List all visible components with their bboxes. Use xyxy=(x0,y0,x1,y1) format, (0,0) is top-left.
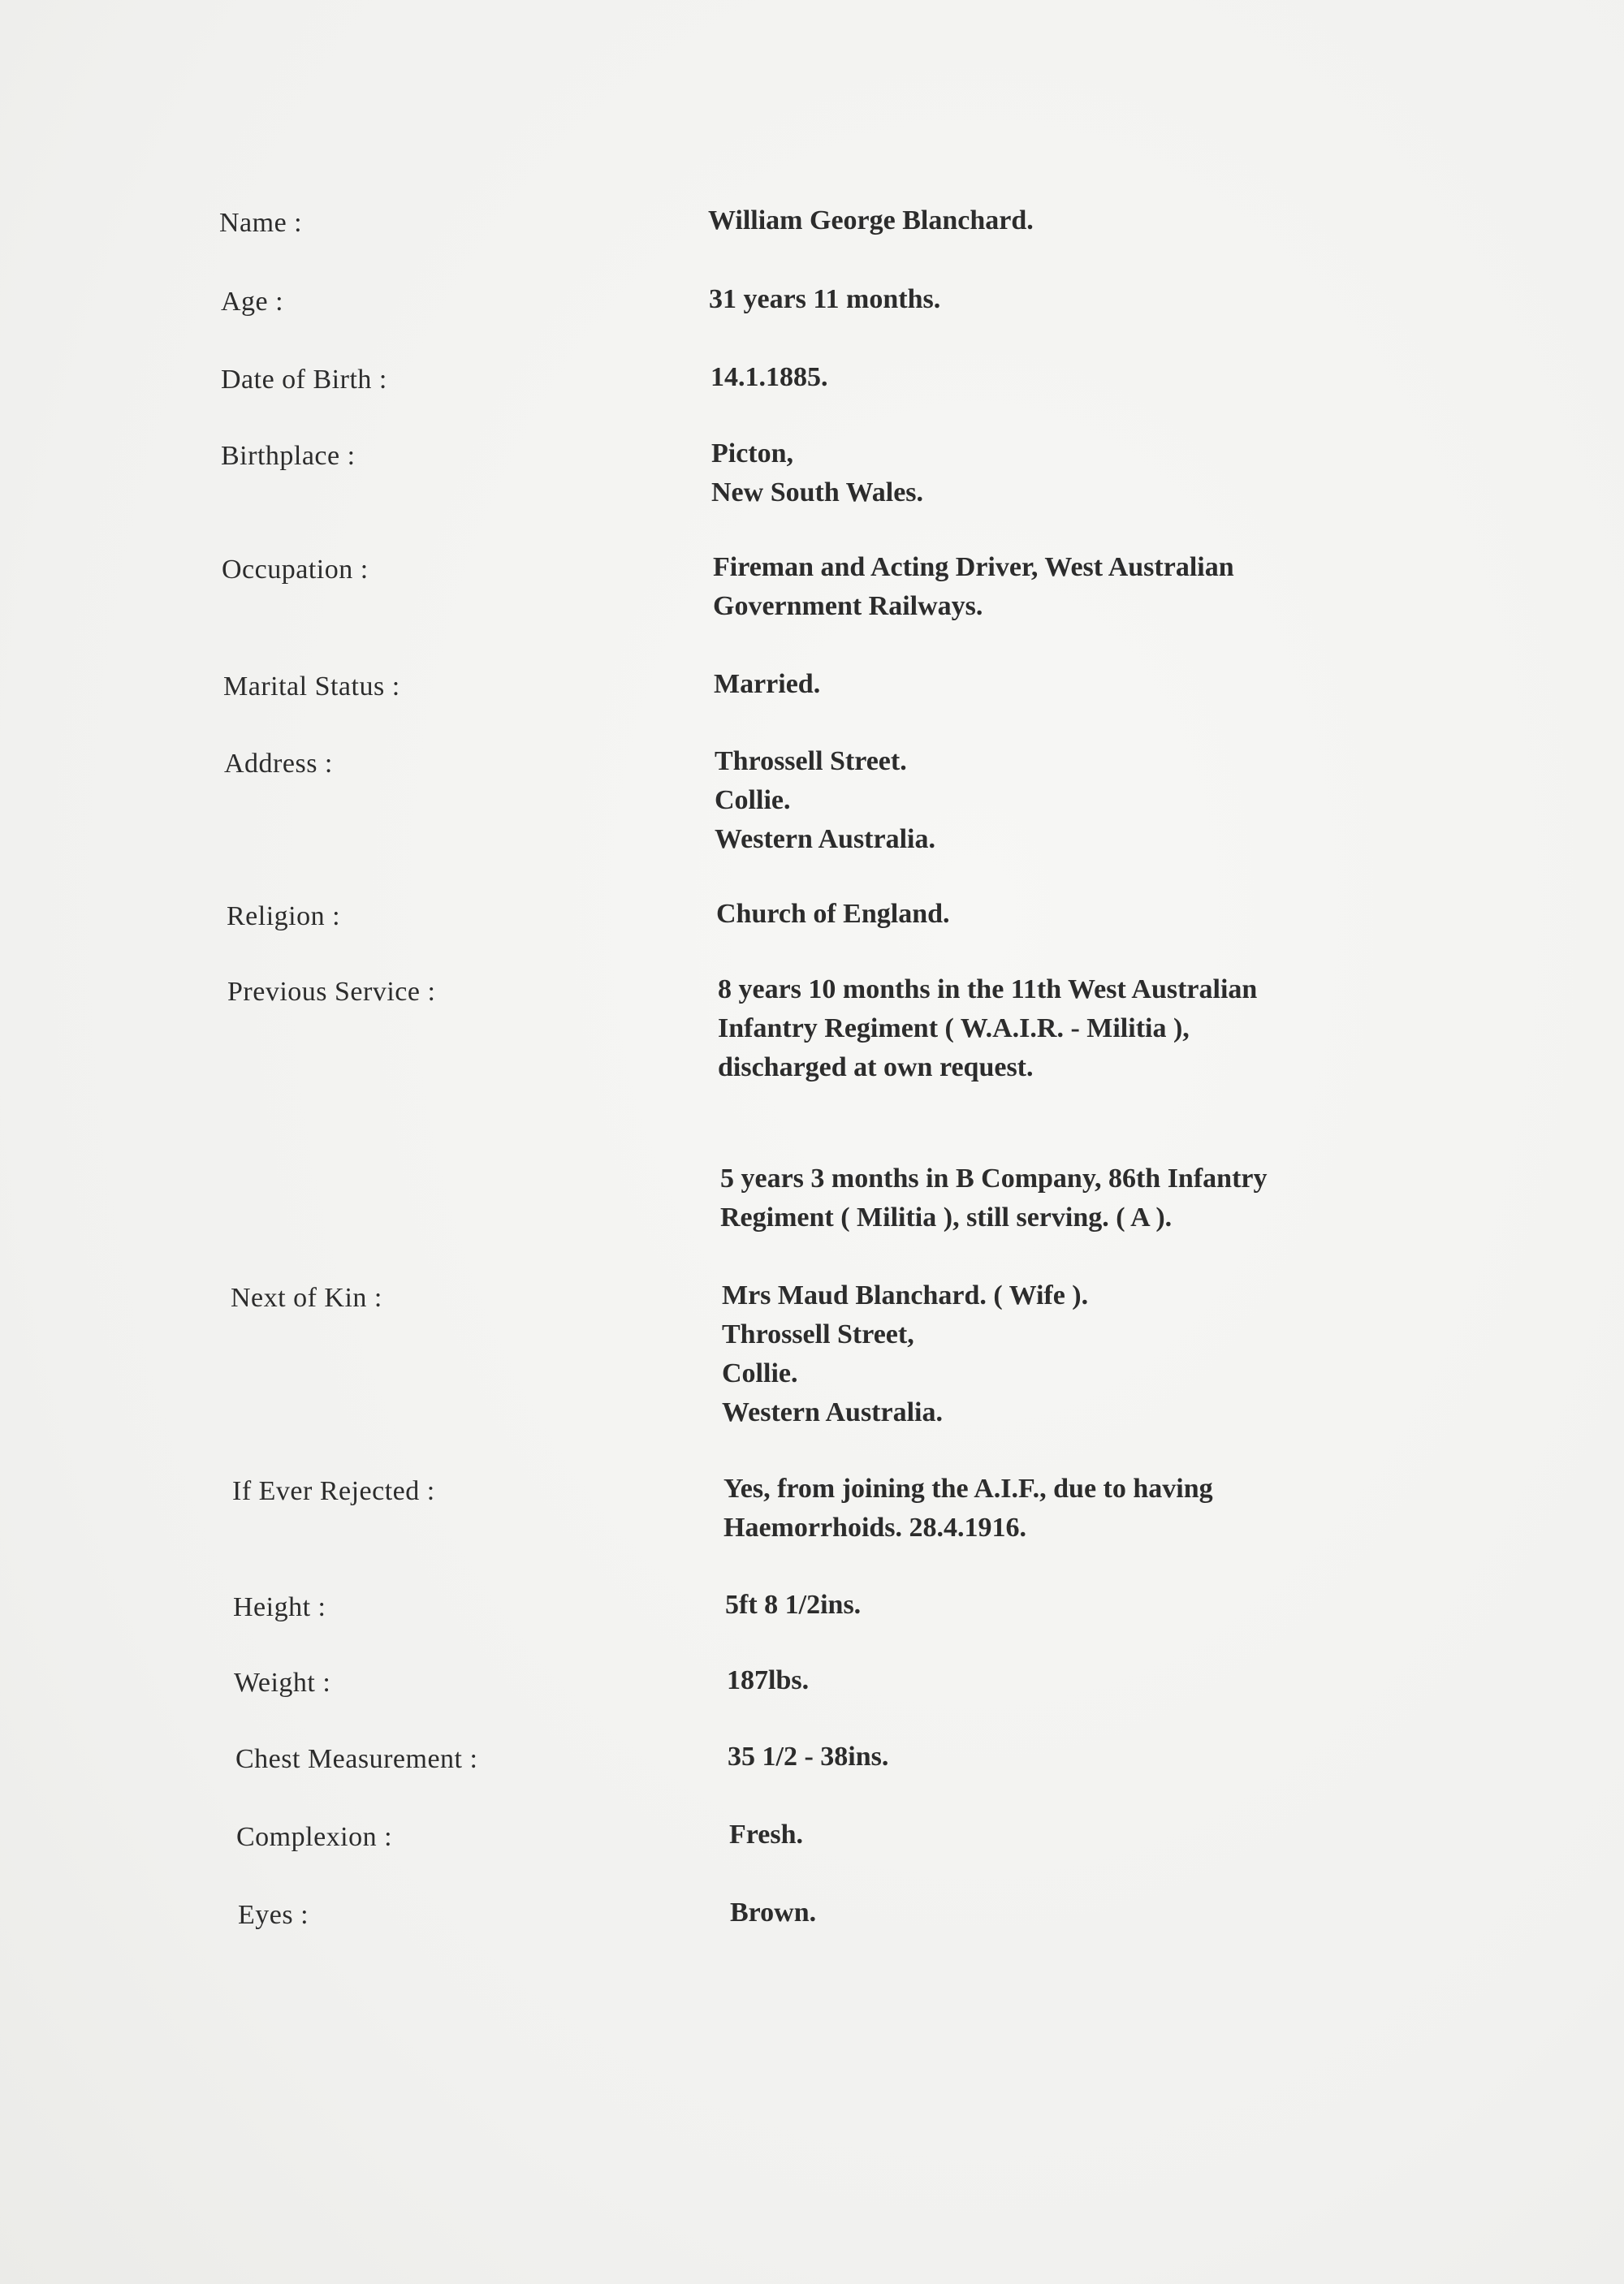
field-label: Next of Kin : xyxy=(231,1283,382,1313)
field-value: 187lbs. xyxy=(727,1665,810,1695)
field-value: William George Blanchard. xyxy=(708,205,1034,235)
field-value: 5 years 3 months in B Company, 86th Infantry Regiment ( Militia ), still serving. ( A ). xyxy=(720,1164,1268,1233)
field-label: Height : xyxy=(233,1592,326,1622)
field-label: Chest Measurement : xyxy=(235,1744,478,1774)
field-value: Married. xyxy=(714,669,821,699)
field-value: Brown. xyxy=(730,1898,817,1928)
field-value: Picton, New South Wales. xyxy=(711,438,924,507)
field-label: Marital Status : xyxy=(223,671,400,702)
field-label: If Ever Rejected : xyxy=(232,1476,435,1506)
field-label: Weight : xyxy=(234,1668,331,1698)
field-label: Previous Service : xyxy=(227,977,436,1007)
field-label: Address : xyxy=(224,749,333,779)
field-label: Birthplace : xyxy=(221,441,356,471)
field-label: Name : xyxy=(219,208,303,238)
field-value: Throssell Street. Collie. Western Australia. xyxy=(715,746,935,854)
field-label: Occupation : xyxy=(222,555,369,585)
field-value: Fresh. xyxy=(729,1820,803,1850)
field-value: Church of England. xyxy=(716,899,950,929)
field-label: Eyes : xyxy=(238,1900,309,1930)
field-value: Fireman and Acting Driver, West Australian Government Railways. xyxy=(713,552,1234,621)
field-value: Yes, from joining the A.I.F., due to having Haemorrhoids. 28.4.1916. xyxy=(723,1474,1213,1543)
field-label: Religion : xyxy=(227,901,341,931)
field-value: 5ft 8 1/2ins. xyxy=(725,1590,862,1620)
field-value: 8 years 10 months in the 11th West Australian Infantry Regiment ( W.A.I.R. - Militia ), discharged at own request. xyxy=(718,974,1258,1082)
field-value: 35 1/2 - 38ins. xyxy=(728,1742,889,1772)
field-value: Mrs Maud Blanchard. ( Wife ). Throssell Street, Collie. Western Australia. xyxy=(722,1280,1089,1427)
field-label: Date of Birth : xyxy=(221,365,387,395)
field-value: 31 years 11 months. xyxy=(709,284,941,314)
field-label: Age : xyxy=(221,287,284,317)
field-value: 14.1.1885. xyxy=(710,362,828,392)
field-label: Complexion : xyxy=(236,1822,393,1852)
